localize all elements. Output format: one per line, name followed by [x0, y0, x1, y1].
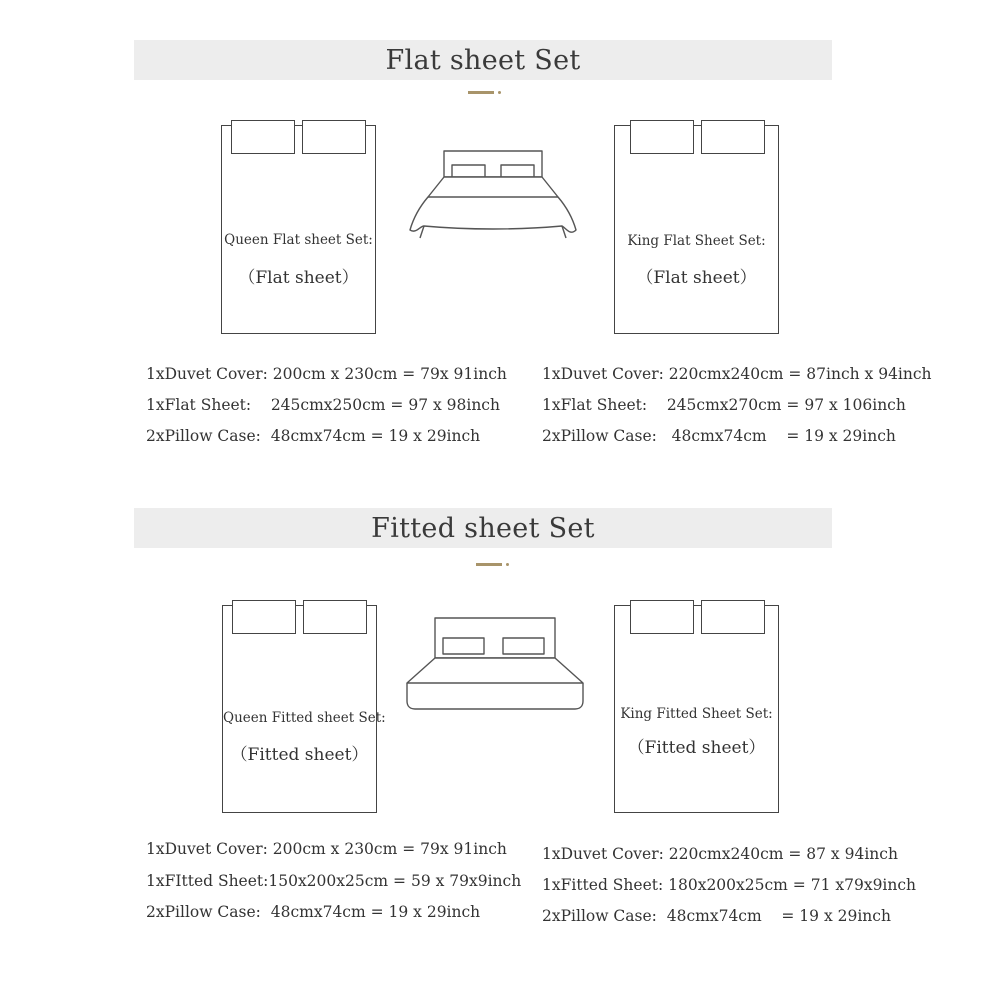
queen-fitted-bed-diagram: [222, 605, 386, 813]
flat-section-heading-text: Flat sheet Set: [385, 44, 581, 76]
heading-divider: [468, 91, 502, 94]
queen-flat-bed-diagram: [221, 125, 376, 334]
king-flat-spec-duvet: 1xDuvet Cover: 220cmx240cm = 87inch x 94inch: [542, 365, 932, 383]
king-fitted-subtitle: （Fitted sheet）: [627, 738, 766, 758]
pillow-left: [232, 600, 296, 634]
pillow-right: [701, 120, 765, 154]
king-flat-spec-pillow: 2xPillow Case: 48cmx74cm = 19 x 29inch: [542, 427, 896, 445]
fitted-section-heading-text: Fitted sheet Set: [371, 512, 595, 544]
queen-fitted-subtitle: （Fitted sheet）: [230, 745, 369, 765]
king-flat-spec-sheet: 1xFlat Sheet: 245cmx270cm = 97 x 106inch: [542, 396, 906, 414]
fitted-section-heading: [134, 508, 832, 548]
king-fitted-title: King Fitted Sheet Set:: [620, 706, 773, 722]
king-fitted-bed-diagram: [614, 605, 779, 813]
pillow-left: [630, 600, 694, 634]
queen-fitted-spec-pillow: 2xPillow Case: 48cmx74cm = 19 x 29inch: [146, 903, 481, 921]
flat-section-heading: [134, 40, 832, 80]
flat-bed-illustration: [408, 150, 578, 240]
queen-fitted-spec-duvet: 1xDuvet Cover: 200cm x 230cm = 79x 91inch: [146, 840, 507, 858]
queen-flat-subtitle: （Flat sheet）: [238, 268, 359, 288]
queen-flat-spec-duvet: 1xDuvet Cover: 200cm x 230cm = 79x 91inch: [146, 365, 507, 383]
queen-flat-spec-pillow: 2xPillow Case: 48cmx74cm = 19 x 29inch: [146, 427, 481, 445]
pillow-right: [302, 120, 366, 154]
king-flat-subtitle: （Flat sheet）: [636, 268, 757, 288]
king-flat-title: King Flat Sheet Set:: [627, 233, 766, 249]
fitted-bed-illustration: [405, 617, 585, 712]
queen-flat-spec-sheet: 1xFlat Sheet: 245cmx250cm = 97 x 98inch: [146, 396, 500, 414]
queen-fitted-title: Queen Fitted sheet Set:: [223, 710, 386, 726]
queen-fitted-spec-sheet: 1xFItted Sheet:150x200x25cm = 59 x 79x9inch: [146, 872, 522, 890]
heading-divider: [476, 563, 510, 566]
king-fitted-spec-duvet: 1xDuvet Cover: 220cmx240cm = 87 x 94inch: [542, 845, 898, 863]
king-fitted-spec-pillow: 2xPillow Case: 48cmx74cm = 19 x 29inch: [542, 907, 891, 925]
king-fitted-spec-sheet: 1xFitted Sheet: 180x200x25cm = 71 x79x9inch: [542, 876, 917, 894]
king-flat-bed-diagram: [614, 125, 779, 334]
pillow-right: [701, 600, 765, 634]
queen-flat-title: Queen Flat sheet Set:: [224, 232, 373, 248]
pillow-left: [630, 120, 694, 154]
pillow-left: [231, 120, 295, 154]
pillow-right: [303, 600, 367, 634]
